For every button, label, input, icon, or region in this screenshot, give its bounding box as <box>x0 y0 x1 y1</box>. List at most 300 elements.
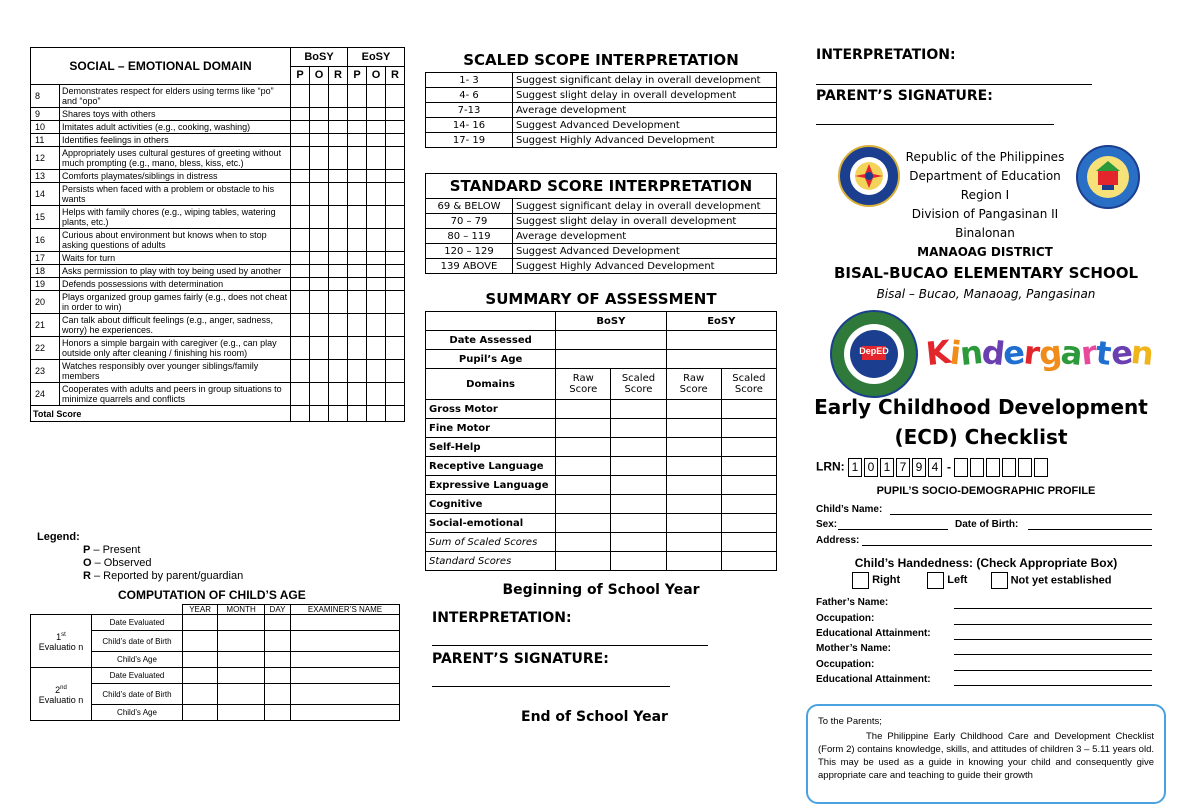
right-parent-signature-line[interactable] <box>816 124 1054 125</box>
lrn-blank[interactable] <box>1002 458 1016 477</box>
table-row <box>31 337 405 360</box>
item-text: Imitates adult activities (e.g., cooking, washing) <box>60 121 291 134</box>
score-cell[interactable] <box>666 495 721 514</box>
scaled-score-header: Scaled Score <box>721 369 776 400</box>
computation-table <box>30 604 400 721</box>
cell[interactable] <box>183 615 218 631</box>
check-cell[interactable] <box>348 85 367 108</box>
check-cell[interactable] <box>367 265 386 278</box>
total-cell[interactable] <box>329 406 348 422</box>
check-cell[interactable] <box>348 206 367 229</box>
item-number: 8 <box>31 85 60 108</box>
not-yet-checkbox[interactable] <box>991 572 1008 589</box>
cell[interactable] <box>183 668 218 684</box>
check-cell[interactable] <box>348 360 367 383</box>
check-cell[interactable] <box>348 134 367 147</box>
mid-parent-signature-line[interactable] <box>432 686 670 687</box>
score-cell[interactable] <box>721 438 776 457</box>
row-date-of-birth: Child’s date of Birth <box>92 631 183 652</box>
cell[interactable] <box>291 631 400 652</box>
score-cell[interactable] <box>666 476 721 495</box>
cell[interactable] <box>183 705 218 721</box>
profile-title: PUPIL’S SOCIO-DEMOGRAPHIC PROFILE <box>876 485 1096 497</box>
check-cell[interactable] <box>329 383 348 406</box>
range-cell: 139 ABOVE <box>426 259 513 274</box>
check-cell[interactable] <box>310 265 329 278</box>
not-yet-label: Not yet established <box>1010 574 1112 587</box>
mothers-name-field[interactable] <box>954 654 1152 655</box>
score-cell[interactable] <box>611 419 666 438</box>
sub-r: R <box>386 66 405 85</box>
check-cell[interactable] <box>329 252 348 265</box>
item-text: Waits for turn <box>60 252 291 265</box>
lrn-blank[interactable] <box>986 458 1000 477</box>
legend-p-key: P <box>83 544 91 556</box>
check-cell[interactable] <box>329 183 348 206</box>
score-cell[interactable] <box>611 476 666 495</box>
education2-field[interactable] <box>954 685 1152 686</box>
dob-field[interactable] <box>1028 529 1152 530</box>
cell[interactable] <box>721 533 776 552</box>
check-cell[interactable] <box>386 147 405 170</box>
cell[interactable] <box>291 705 400 721</box>
lrn-digit[interactable]: 4 <box>928 458 942 477</box>
check-cell[interactable] <box>386 134 405 147</box>
region-text: Region I <box>960 188 1010 202</box>
kindergarten-letter: g <box>1037 332 1063 374</box>
item-text: Persists when faced with a problem or obstacle to his wants <box>60 183 291 206</box>
summary-table <box>425 311 777 571</box>
standard-scores-label: Standard Scores <box>426 552 556 571</box>
lrn-digit[interactable]: 7 <box>896 458 910 477</box>
item-text: Honors a simple bargain with caregiver (e.g., can play outside only after cleaning / finishing his room) <box>60 337 291 360</box>
check-cell[interactable] <box>348 170 367 183</box>
cell[interactable] <box>556 331 666 350</box>
range-cell: 69 & BELOW <box>426 199 513 214</box>
check-cell[interactable] <box>348 314 367 337</box>
check-cell[interactable] <box>386 183 405 206</box>
cell[interactable] <box>611 552 666 571</box>
check-cell[interactable] <box>386 360 405 383</box>
check-cell[interactable] <box>367 314 386 337</box>
check-cell[interactable] <box>329 314 348 337</box>
meaning-cell: Suggest Advanced Development <box>513 118 777 133</box>
cell[interactable] <box>556 552 611 571</box>
check-cell[interactable] <box>310 85 329 108</box>
range-cell: 1- 3 <box>426 73 513 88</box>
table-row <box>31 206 405 229</box>
check-cell[interactable] <box>348 252 367 265</box>
check-cell[interactable] <box>386 206 405 229</box>
mothers-name-label: Mother’s Name: <box>816 643 892 654</box>
score-cell[interactable] <box>611 495 666 514</box>
kindergarten-letter: e <box>1001 333 1027 373</box>
range-cell: 80 – 119 <box>426 229 513 244</box>
item-number: 12 <box>31 147 60 170</box>
check-cell[interactable] <box>291 121 310 134</box>
beginning-school-year: Beginning of School Year <box>502 582 700 598</box>
check-cell[interactable] <box>386 85 405 108</box>
domain-label: Gross Motor <box>426 400 556 419</box>
address-label: Address: <box>816 535 860 546</box>
cell[interactable] <box>291 668 400 684</box>
check-cell[interactable] <box>367 278 386 291</box>
score-cell[interactable] <box>611 438 666 457</box>
score-cell[interactable] <box>556 419 611 438</box>
handedness-title: Child’s Handedness: (Check Appropriate Box) <box>854 556 1118 570</box>
score-cell[interactable] <box>556 400 611 419</box>
check-cell[interactable] <box>310 121 329 134</box>
dob-label: Date of Birth: <box>955 519 1019 530</box>
cell[interactable] <box>666 533 721 552</box>
mid-interpretation-line[interactable] <box>432 645 708 646</box>
check-cell[interactable] <box>329 229 348 252</box>
check-cell[interactable] <box>329 278 348 291</box>
meaning-cell: Average development <box>513 103 777 118</box>
lrn-blank[interactable] <box>1018 458 1032 477</box>
check-cell[interactable] <box>329 360 348 383</box>
score-cell[interactable] <box>721 476 776 495</box>
check-cell[interactable] <box>329 108 348 121</box>
scaled-score-header: Scaled Score <box>611 369 666 400</box>
check-cell[interactable] <box>367 147 386 170</box>
cell[interactable] <box>666 331 776 350</box>
cell[interactable] <box>218 631 265 652</box>
cell[interactable] <box>183 684 218 705</box>
check-cell[interactable] <box>367 108 386 121</box>
check-cell[interactable] <box>291 170 310 183</box>
check-cell[interactable] <box>310 147 329 170</box>
cell[interactable] <box>264 684 290 705</box>
check-cell[interactable] <box>329 121 348 134</box>
domain-row <box>426 438 777 457</box>
division-seal-graphic <box>1078 147 1138 207</box>
school-name: BISAL-BUCAO ELEMENTARY SCHOOL <box>833 264 1139 282</box>
check-cell[interactable] <box>310 252 329 265</box>
check-cell[interactable] <box>367 170 386 183</box>
score-cell[interactable] <box>666 400 721 419</box>
check-cell[interactable] <box>291 229 310 252</box>
lrn-digit[interactable]: 9 <box>912 458 926 477</box>
cell[interactable] <box>264 652 290 668</box>
item-number: 24 <box>31 383 60 406</box>
social-emotional-table <box>30 47 405 422</box>
table-row <box>31 108 405 121</box>
check-cell[interactable] <box>291 134 310 147</box>
domains-label: Domains <box>426 369 556 400</box>
score-cell[interactable] <box>611 457 666 476</box>
cell[interactable] <box>264 668 290 684</box>
cell[interactable] <box>183 631 218 652</box>
total-cell[interactable] <box>367 406 386 422</box>
domain-row <box>426 514 777 533</box>
interpretation-row <box>426 88 777 103</box>
right-checkbox[interactable] <box>852 572 869 589</box>
score-cell[interactable] <box>721 400 776 419</box>
check-cell[interactable] <box>367 85 386 108</box>
lrn-dash: - <box>947 459 952 474</box>
check-cell[interactable] <box>310 337 329 360</box>
range-cell: 14- 16 <box>426 118 513 133</box>
domain-row <box>426 400 777 419</box>
cell[interactable] <box>264 631 290 652</box>
cell[interactable] <box>218 684 265 705</box>
mid-parent-signature-label: PARENT’S SIGNATURE: <box>432 651 609 667</box>
deped-text: Department of Education <box>909 169 1061 183</box>
score-cell[interactable] <box>556 438 611 457</box>
sex-field[interactable] <box>838 529 948 530</box>
check-cell[interactable] <box>329 85 348 108</box>
table-row <box>31 183 405 206</box>
total-cell[interactable] <box>310 406 329 422</box>
check-cell[interactable] <box>291 265 310 278</box>
row-date-evaluated: Date Evaluated <box>92 668 183 684</box>
total-cell[interactable] <box>386 406 405 422</box>
lrn-blank[interactable] <box>954 458 968 477</box>
item-number: 19 <box>31 278 60 291</box>
score-cell[interactable] <box>721 514 776 533</box>
fathers-name-field[interactable] <box>954 608 1152 609</box>
address-field[interactable] <box>862 545 1152 546</box>
check-cell[interactable] <box>291 291 310 314</box>
check-cell[interactable] <box>291 85 310 108</box>
check-cell[interactable] <box>367 134 386 147</box>
cell[interactable] <box>556 533 611 552</box>
check-cell[interactable] <box>310 383 329 406</box>
score-cell[interactable] <box>666 457 721 476</box>
education2-label: Educational Attainment: <box>816 674 931 685</box>
check-cell[interactable] <box>367 121 386 134</box>
cell[interactable] <box>218 668 265 684</box>
check-cell[interactable] <box>348 183 367 206</box>
table-row <box>31 360 405 383</box>
range-cell: 120 – 129 <box>426 244 513 259</box>
scaled-scope-title: SCALED SCOPE INTERPRETATION <box>463 51 739 69</box>
check-cell[interactable] <box>291 183 310 206</box>
meaning-cell: Suggest significant delay in overall development <box>513 199 777 214</box>
check-cell[interactable] <box>310 360 329 383</box>
check-cell[interactable] <box>329 291 348 314</box>
check-cell[interactable] <box>348 291 367 314</box>
raw-score-header: Raw Score <box>556 369 611 400</box>
town-text: Binalonan <box>955 226 1015 240</box>
check-cell[interactable] <box>348 337 367 360</box>
child-name-field[interactable] <box>890 514 1152 515</box>
check-cell[interactable] <box>367 337 386 360</box>
check-cell[interactable] <box>386 291 405 314</box>
check-cell[interactable] <box>310 134 329 147</box>
sub-p: P <box>291 66 310 85</box>
occupation2-field[interactable] <box>954 670 1152 671</box>
sub-o: O <box>310 66 329 85</box>
check-cell[interactable] <box>329 134 348 147</box>
note-greeting: To the Parents; <box>818 716 882 727</box>
legend-title: Legend: <box>37 531 80 543</box>
check-cell[interactable] <box>329 147 348 170</box>
check-cell[interactable] <box>329 206 348 229</box>
item-number: 18 <box>31 265 60 278</box>
total-cell[interactable] <box>348 406 367 422</box>
score-cell[interactable] <box>611 400 666 419</box>
score-cell[interactable] <box>611 514 666 533</box>
sum-scaled-scores-label: Sum of Scaled Scores <box>426 533 556 552</box>
score-cell[interactable] <box>666 419 721 438</box>
check-cell[interactable] <box>386 108 405 121</box>
score-cell[interactable] <box>666 438 721 457</box>
check-cell[interactable] <box>329 170 348 183</box>
lrn-blank[interactable] <box>970 458 984 477</box>
interpretation-row <box>426 214 777 229</box>
cell[interactable] <box>218 615 265 631</box>
check-cell[interactable] <box>386 121 405 134</box>
check-cell[interactable] <box>386 383 405 406</box>
item-number: 9 <box>31 108 60 121</box>
left-checkbox[interactable] <box>927 572 944 589</box>
computation-title: COMPUTATION OF CHILD’S AGE <box>118 588 306 602</box>
interpretation-row <box>426 118 777 133</box>
check-cell[interactable] <box>348 265 367 278</box>
cell[interactable] <box>291 615 400 631</box>
check-cell[interactable] <box>367 229 386 252</box>
cell[interactable] <box>666 350 776 369</box>
check-cell[interactable] <box>310 170 329 183</box>
item-number: 21 <box>31 314 60 337</box>
check-cell[interactable] <box>329 337 348 360</box>
item-number: 14 <box>31 183 60 206</box>
right-parent-signature-label: PARENT’S SIGNATURE: <box>816 88 993 104</box>
table-row <box>31 265 405 278</box>
item-text: Appropriately uses cultural gestures of greeting without much prompting (e.g., mano, bless, kiss, etc.) <box>60 147 291 170</box>
check-cell[interactable] <box>367 291 386 314</box>
cell[interactable] <box>264 705 290 721</box>
pupils-age-label: Pupil’s Age <box>426 350 556 369</box>
check-cell[interactable] <box>367 252 386 265</box>
kindergarten-letter: r <box>1079 333 1099 373</box>
summary-bosy: BoSY <box>556 312 666 331</box>
check-cell[interactable] <box>386 229 405 252</box>
division-seal <box>1076 145 1140 209</box>
check-cell[interactable] <box>367 183 386 206</box>
cell[interactable] <box>218 652 265 668</box>
cell[interactable] <box>556 350 666 369</box>
cell[interactable] <box>291 684 400 705</box>
check-cell[interactable] <box>386 265 405 278</box>
right-interpretation-line[interactable] <box>816 84 1092 85</box>
check-cell[interactable] <box>291 360 310 383</box>
check-cell[interactable] <box>348 121 367 134</box>
right-label: Right <box>872 574 901 587</box>
check-cell[interactable] <box>291 147 310 170</box>
check-cell[interactable] <box>291 108 310 121</box>
check-cell[interactable] <box>348 108 367 121</box>
check-cell[interactable] <box>310 291 329 314</box>
item-text: Identifies feelings in others <box>60 134 291 147</box>
check-cell[interactable] <box>348 383 367 406</box>
total-cell[interactable] <box>291 406 310 422</box>
item-number: 10 <box>31 121 60 134</box>
check-cell[interactable] <box>367 383 386 406</box>
lrn-digit[interactable]: 1 <box>880 458 894 477</box>
cell[interactable] <box>264 615 290 631</box>
score-cell[interactable] <box>556 457 611 476</box>
lrn-blank[interactable] <box>1034 458 1048 477</box>
check-cell[interactable] <box>386 314 405 337</box>
deped-seal-graphic <box>840 147 898 205</box>
kindergarten-letter: a <box>1058 333 1084 373</box>
check-cell[interactable] <box>291 278 310 291</box>
check-cell[interactable] <box>329 265 348 278</box>
check-cell[interactable] <box>310 108 329 121</box>
occupation2-label: Occupation: <box>816 659 875 670</box>
education1-field[interactable] <box>954 639 1152 640</box>
check-cell[interactable] <box>310 278 329 291</box>
check-cell[interactable] <box>310 229 329 252</box>
check-cell[interactable] <box>310 314 329 337</box>
domain-title: SOCIAL – EMOTIONAL DOMAIN <box>31 48 291 85</box>
score-cell[interactable] <box>556 476 611 495</box>
score-cell[interactable] <box>721 495 776 514</box>
summary-eosy: EoSY <box>666 312 776 331</box>
table-row <box>31 229 405 252</box>
check-cell[interactable] <box>291 252 310 265</box>
domain-row <box>426 419 777 438</box>
cell[interactable] <box>291 652 400 668</box>
kindergarten-letter: r <box>1022 333 1041 373</box>
check-cell[interactable] <box>386 337 405 360</box>
score-cell[interactable] <box>666 514 721 533</box>
item-number: 22 <box>31 337 60 360</box>
check-cell[interactable] <box>386 170 405 183</box>
check-cell[interactable] <box>291 314 310 337</box>
meaning-cell: Suggest slight delay in overall development <box>513 214 777 229</box>
cell[interactable] <box>611 533 666 552</box>
check-cell[interactable] <box>310 206 329 229</box>
district-text: MANAOAG DISTRICT <box>917 245 1053 259</box>
check-cell[interactable] <box>367 206 386 229</box>
domain-row <box>426 476 777 495</box>
occupation1-field[interactable] <box>954 624 1152 625</box>
check-cell[interactable] <box>291 383 310 406</box>
check-cell[interactable] <box>291 206 310 229</box>
check-cell[interactable] <box>310 183 329 206</box>
cell[interactable] <box>183 652 218 668</box>
score-cell[interactable] <box>721 457 776 476</box>
score-cell[interactable] <box>556 495 611 514</box>
check-cell[interactable] <box>386 278 405 291</box>
score-cell[interactable] <box>721 419 776 438</box>
table-row <box>31 85 405 108</box>
school-seal-label: DepED <box>859 346 889 356</box>
check-cell[interactable] <box>348 229 367 252</box>
lrn-digit[interactable]: 0 <box>864 458 878 477</box>
lrn-digit[interactable]: 1 <box>848 458 862 477</box>
cell[interactable] <box>666 552 721 571</box>
col-month: MONTH <box>218 605 265 615</box>
cell[interactable] <box>218 705 265 721</box>
cell[interactable] <box>721 552 776 571</box>
check-cell[interactable] <box>291 337 310 360</box>
interpretation-row <box>426 73 777 88</box>
check-cell[interactable] <box>367 360 386 383</box>
check-cell[interactable] <box>348 278 367 291</box>
item-number: 15 <box>31 206 60 229</box>
score-cell[interactable] <box>556 514 611 533</box>
school-address: Bisal – Bucao, Manaoag, Pangasinan <box>876 287 1096 301</box>
col-year: YEAR <box>183 605 218 615</box>
col-examiner: EXAMINER’S NAME <box>291 605 400 615</box>
check-cell[interactable] <box>386 252 405 265</box>
check-cell[interactable] <box>348 147 367 170</box>
